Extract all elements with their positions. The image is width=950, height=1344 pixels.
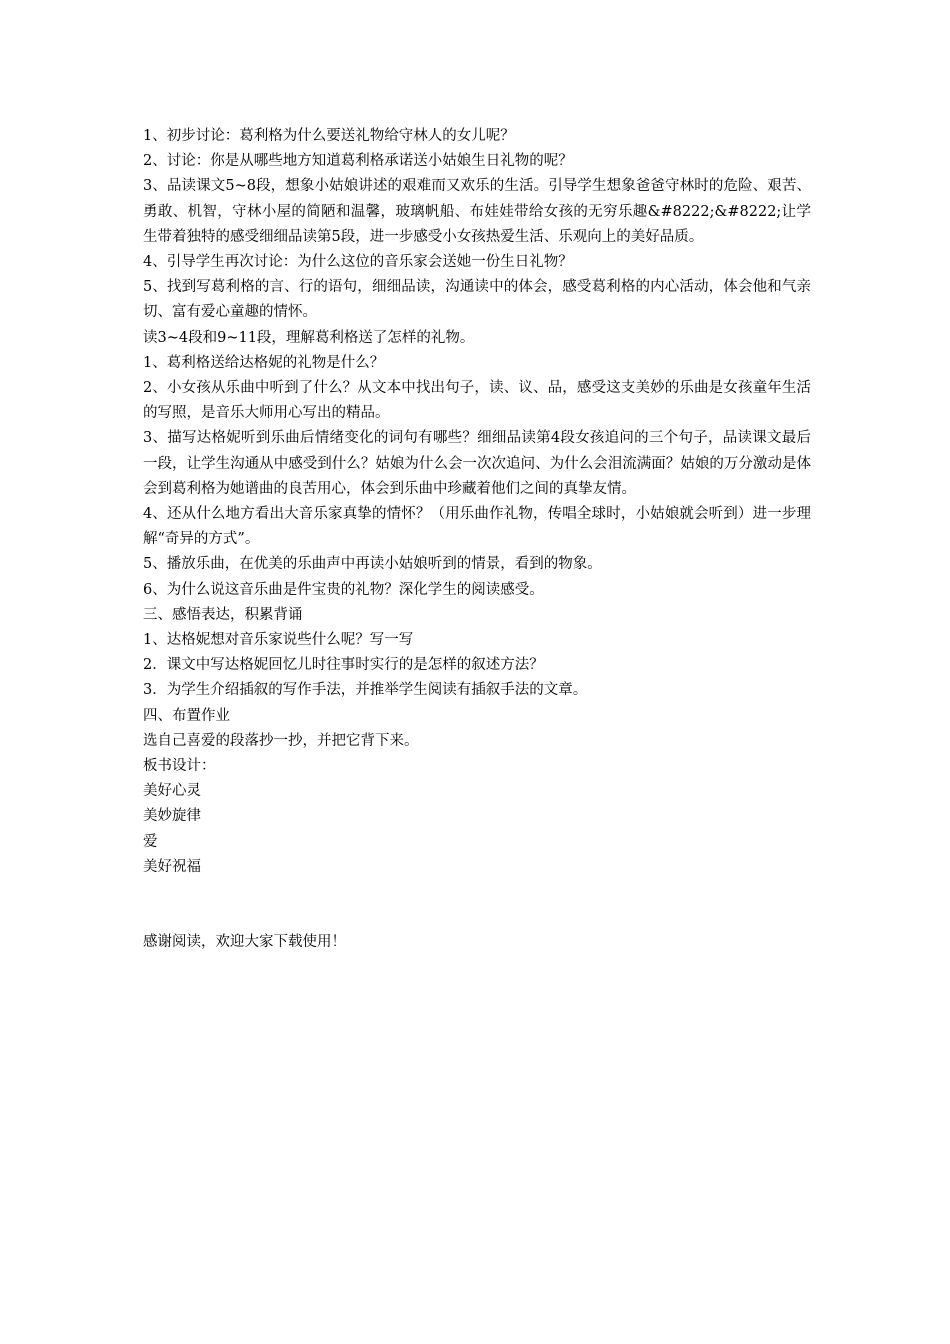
paragraph: 5、播放乐曲，在优美的乐曲声中再读小姑娘听到的情景，看到的物象。 [143, 556, 602, 573]
paragraph: 2、小女孩从乐曲中听到了什么？从文本中找出句子，读、议、品，感受这支美妙的乐曲是女孩童年生活的写照，是音乐大师用心写出的精品。 [143, 380, 811, 422]
paragraph: 6、为什么说这音乐曲是件宝贵的礼物？深化学生的阅读感受。 [143, 581, 544, 598]
paragraph: 3、品读课文5~8段，想象小姑娘讲述的艰难而又欢乐的生活。引导学生想象爸爸守林时的危险、艰苦、勇敢、机智，守林小屋的简陋和温馨，玻璃帆船、布娃娃带给女孩的无穷乐趣&#8222;&#8222;让学生带着独特的感受细细品读第5段，进一步感受小女孩热爱生活、乐观向上的美好品质。 [143, 178, 811, 245]
board-design-item: 美好心灵 [143, 783, 201, 800]
closing-note: 感谢阅读，欢迎大家下载使用！ [143, 934, 346, 951]
board-design-item: 美妙旋律 [143, 808, 201, 825]
board-design-label: 板书设计： [143, 758, 216, 775]
paragraph: 3．为学生介绍插叙的写作手法，并推举学生阅读有插叙手法的文章。 [143, 682, 588, 699]
paragraph: 2．课文中写达格妮回忆儿时往事时实行的是怎样的叙述方法？ [143, 657, 544, 674]
board-design-item: 爱 [143, 833, 158, 850]
board-design-item: 美好祝福 [143, 858, 201, 875]
paragraph: 5、找到写葛利格的言、行的语句，细细品读，沟通读中的体会，感受葛利格的内心活动，体会他和气亲切、富有爱心童趣的情怀。 [143, 279, 811, 321]
paragraph: 4、还从什么地方看出大音乐家真挚的情怀？（用乐曲作礼物，传唱全球时，小姑娘就会听到）进一步理解“奇异的方式”。 [143, 506, 811, 548]
paragraph: 4、引导学生再次讨论：为什么这位的音乐家会送她一份生日礼物？ [143, 254, 573, 271]
document-body [143, 124, 811, 955]
paragraph: 3、描写达格妮听到乐曲后情绪变化的词句有哪些？细细品读第4段女孩追问的三个句子，品读课文最后一段，让学生沟通从中感受到什么？姑娘为什么会一次次追问、为什么会泪流满面？姑娘的万分激动是体会到葛利格为她谱曲的良苦用心，体会到乐曲中珍藏着他们之间的真挚友情。 [143, 430, 811, 497]
paragraph: 1、初步讨论：葛利格为什么要送礼物给守林人的女儿呢？ [143, 128, 515, 144]
paragraph: 选自己喜爱的段落抄一抄，并把它背下来。 [143, 732, 419, 749]
paragraph: 2、讨论：你是从哪些地方知道葛利格承诺送小姑娘生日礼物的呢？ [143, 153, 573, 170]
section-heading: 三、感悟表达，积累背诵 [143, 606, 303, 623]
paragraph: 1、达格妮想对音乐家说些什么呢？写一写 [143, 632, 414, 649]
section-heading: 四、布置作业 [143, 707, 230, 724]
blank-space [143, 880, 811, 930]
paragraph: 1、葛利格送给达格妮的礼物是什么？ [143, 354, 385, 371]
paragraph: 读3~4段和9~11段，理解葛利格送了怎样的礼物。 [143, 329, 475, 346]
